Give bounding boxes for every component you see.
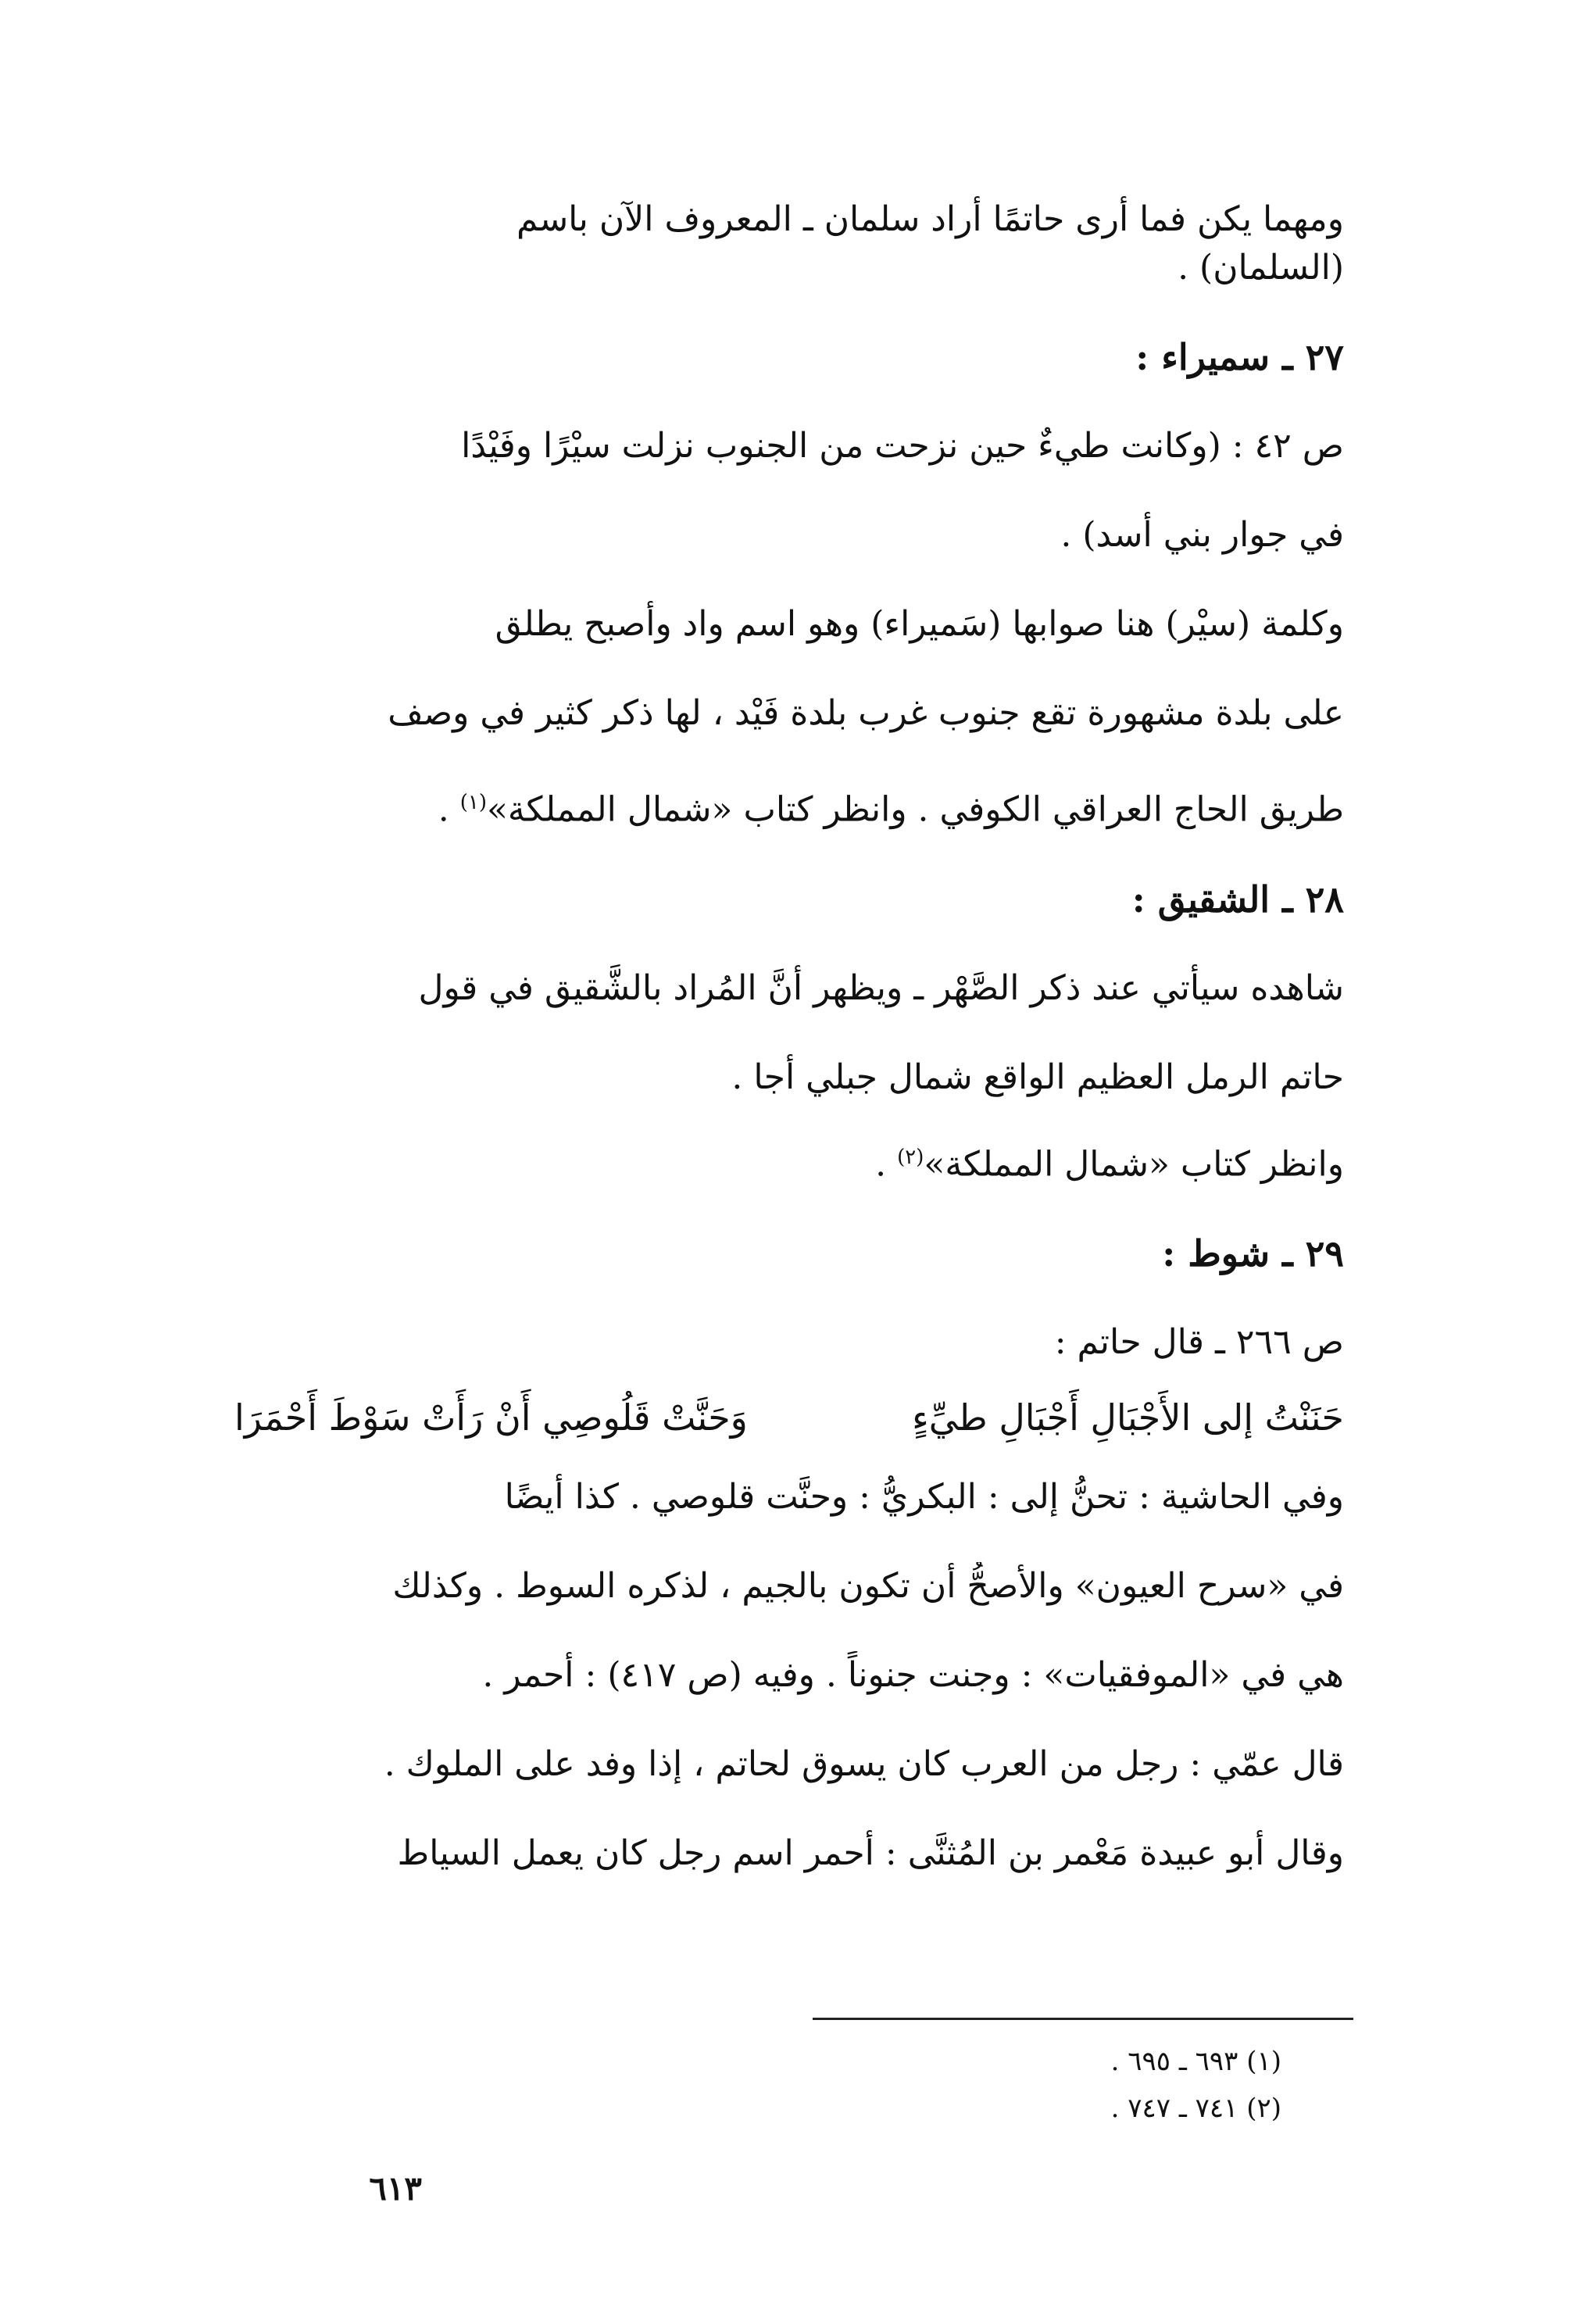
- footnote-2: (٢) ٧٤١ ـ ٧٤٧ .: [1110, 2093, 1281, 2124]
- footnote-divider: [813, 2018, 1353, 2020]
- body-line: ص ٢٦٦ ـ قال حاتم :: [1054, 1322, 1344, 1363]
- body-line: (السلمان) .: [1178, 248, 1344, 288]
- page-body: [234, 195, 1344, 1878]
- body-text: وانظر كتاب «شمال المملكة»: [924, 1144, 1344, 1185]
- body-line: ومهما يكن فما أرى حاتمًا أراد سلمان ـ المعروف الآن باسم: [516, 199, 1344, 239]
- body-line: على بلدة مشهورة تقع جنوب غرب بلدة فَيْد ، لها ذكر كثير في وصف: [388, 693, 1344, 733]
- body-line: وكلمة (سيْر) هنا صوابها (سَميراء) وهو اسم واد وأصبح يطلق: [495, 604, 1344, 644]
- body-line: في جوار بني أسد) .: [1060, 515, 1344, 555]
- body-line: ص ٤٢ : (وكانت طيءٌ حين نزحت من الجنوب نزلت سيْرًا وفَيْدًا: [461, 426, 1344, 466]
- body-line: وفي الحاشية : تحنُّ إلى : البكريُّ : وحنَّت قلوصي . كذا أيضًا: [504, 1477, 1344, 1518]
- footnote-ref-2: (٢): [897, 1145, 924, 1169]
- footnote-1: (١) ٦٩٣ ـ ٦٩٥ .: [1110, 2046, 1281, 2077]
- body-line: في «سرح العيون» والأصحُّ أن تكون بالجيم ، لذكره السوط . وكذلك: [392, 1566, 1344, 1607]
- footnotes: [813, 2038, 1281, 2132]
- section-heading-27: ٢٧ ـ سميراء :: [1135, 336, 1344, 378]
- section-heading-28: ٢٨ ـ الشقيق :: [1131, 878, 1344, 921]
- section-heading-29: ٢٩ ـ شوط :: [1162, 1232, 1344, 1275]
- body-line: حاتم الرمل العظيم الواقع شمال جبلي أجا .: [731, 1057, 1344, 1097]
- body-text: طريق الحاج العراقي الكوفي . وانظر كتاب «شمال المملكة»: [486, 789, 1344, 830]
- footnote-ref-1: (١): [459, 791, 487, 814]
- poem-verse: [234, 1393, 1344, 1442]
- body-line: هي في «الموفقيات» : وجنت جنوناً . وفيه (ص ٤١٧) : أحمر .: [482, 1655, 1344, 1696]
- page-number: ٦١٣: [369, 2169, 422, 2208]
- body-line: شاهده سيأتي عند ذكر الصَّهْر ـ ويظهر أنَّ المُراد بالشَّقيق في قول: [418, 967, 1344, 1008]
- body-line: قال عمّي : رجل من العرب كان يسوق لحاتم ، إذا وفد على الملوك .: [384, 1744, 1344, 1785]
- verse-second-hemistich: وَحَنَّتْ قَلُوصِي أَنْ رَأَتْ سَوْطَ أَحْمَرَا: [234, 1396, 748, 1439]
- verse-first-hemistich: حَنَنْتُ إلى الأَجْبَالِ أَجْبَالِ طيِّءٍ: [912, 1396, 1344, 1439]
- body-line: وقال أبو عبيدة مَعْمر بن المُثنَّى : أحمر اسم رجل كان يعمل السياط: [397, 1833, 1344, 1874]
- body-line: [234, 778, 1344, 835]
- period: .: [875, 1144, 887, 1185]
- body-line: [234, 1133, 1344, 1189]
- period: .: [438, 789, 449, 830]
